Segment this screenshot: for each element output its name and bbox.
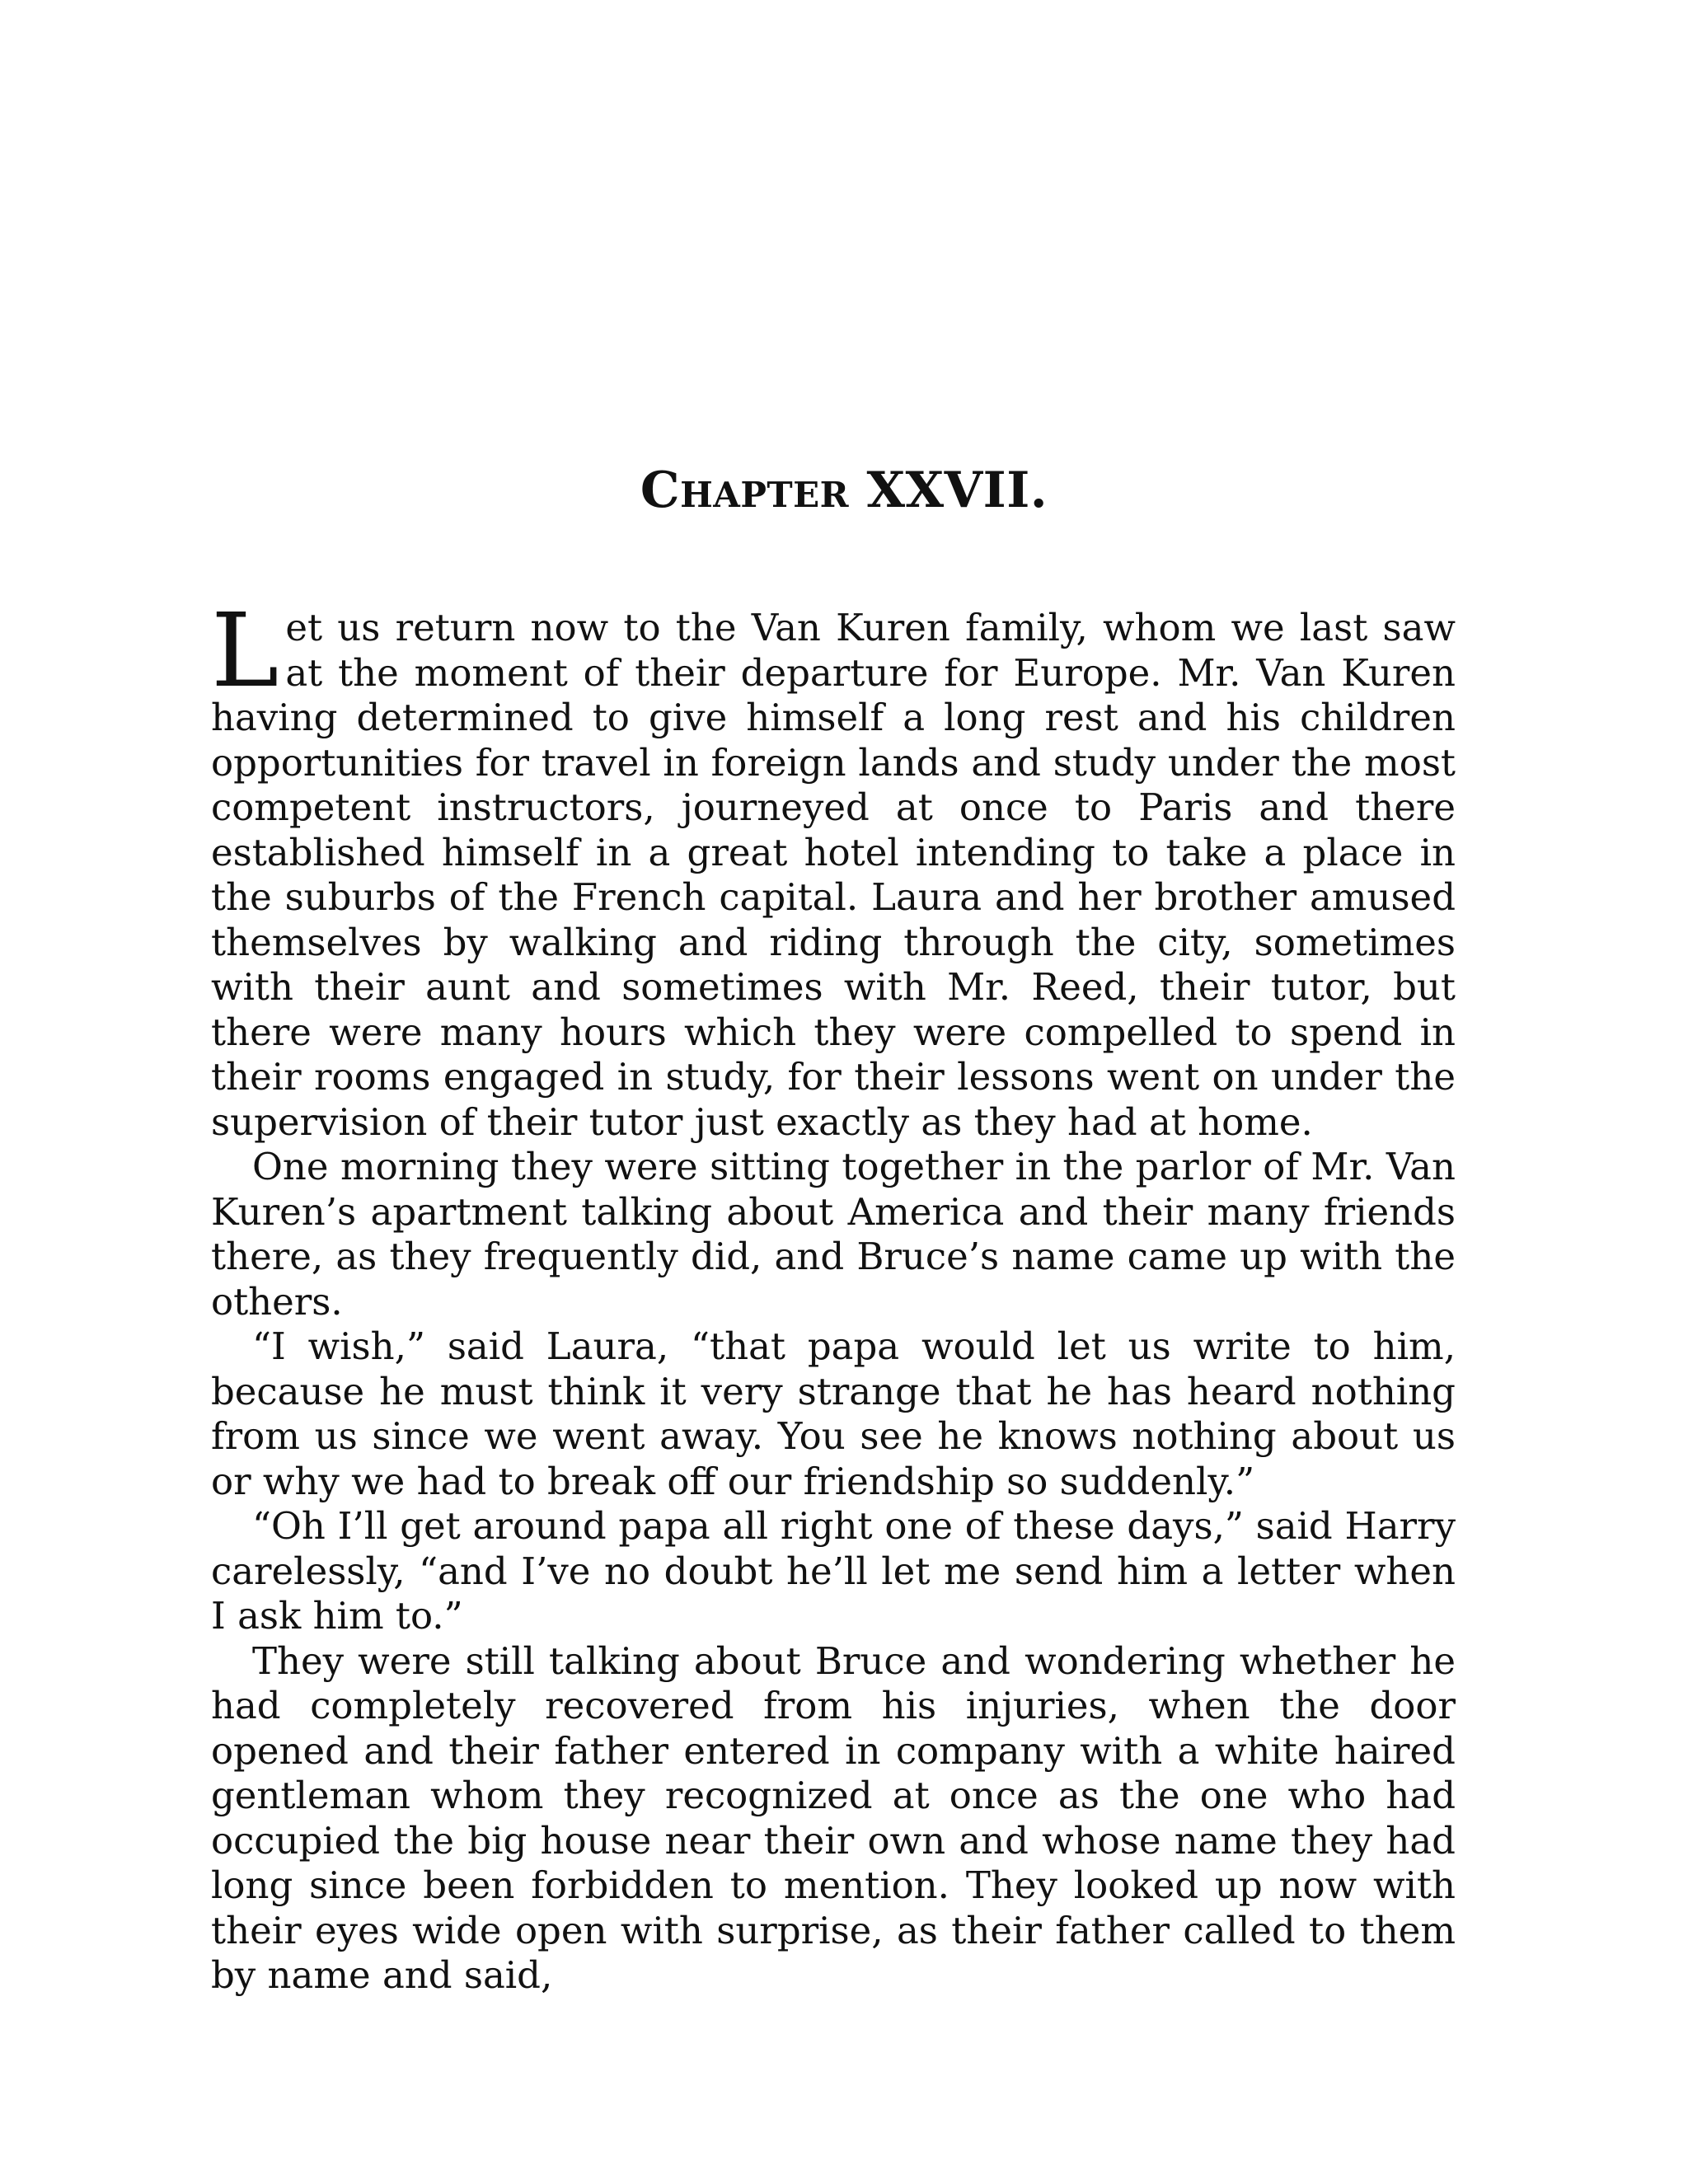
- paragraph-4: “Oh I’ll get around papa all right one of these days,” said Harry carelessly, “and I’ve no doubt he’ll let me send him a letter when I ask him to.”: [211, 1504, 1456, 1638]
- drop-cap: L: [211, 592, 279, 710]
- chapter-title: Chapter XXVII.: [640, 462, 1048, 519]
- paragraph-3: “I wish,” said Laura, “that papa would let us write to him, because he must think it very strange that he has heard nothing from us since we went away. You see he knows nothing about us or why we had to break off our friendship so suddenly.”: [211, 1324, 1456, 1503]
- paragraph-1: [211, 592, 1456, 1145]
- paragraph-1-text: et us return now to the Van Kuren family, whom we last saw at the moment of their departure for Europe. Mr. Van Kuren having determined to give himself a long rest and his children opportunities for travel in foreign lands and study under the most competent instructors, journeyed at once to Paris and there established himself in a great hotel intending to take a place in the suburbs of the French capital. Laura and her brother amused themselves by walking and riding through the city, sometimes with their aunt and sometimes with Mr. Reed, their tutor, but there were many hours which they were compelled to spend in their rooms engaged in study, for their lessons went on under the supervision of their tutor just exactly as they had at home.: [211, 606, 1456, 1144]
- paragraph-2: One morning they were sitting together in the parlor of Mr. Van Kuren’s apartment talking about America and their many friends there, as they frequently did, and Bruce’s name came up with the others.: [211, 1145, 1456, 1324]
- paragraph-5: They were still talking about Bruce and wondering whether he had completely recovered from his injuries, when the door opened and their father entered in company with a white haired gentleman whom they recognized at once as the one who had occupied the big house near their own and whose name they had long since been forbidden to mention. They looked up now with their eyes wide open with surprise, as their father called to them by name and said,: [211, 1638, 1456, 1997]
- chapter-body: [211, 592, 1456, 1999]
